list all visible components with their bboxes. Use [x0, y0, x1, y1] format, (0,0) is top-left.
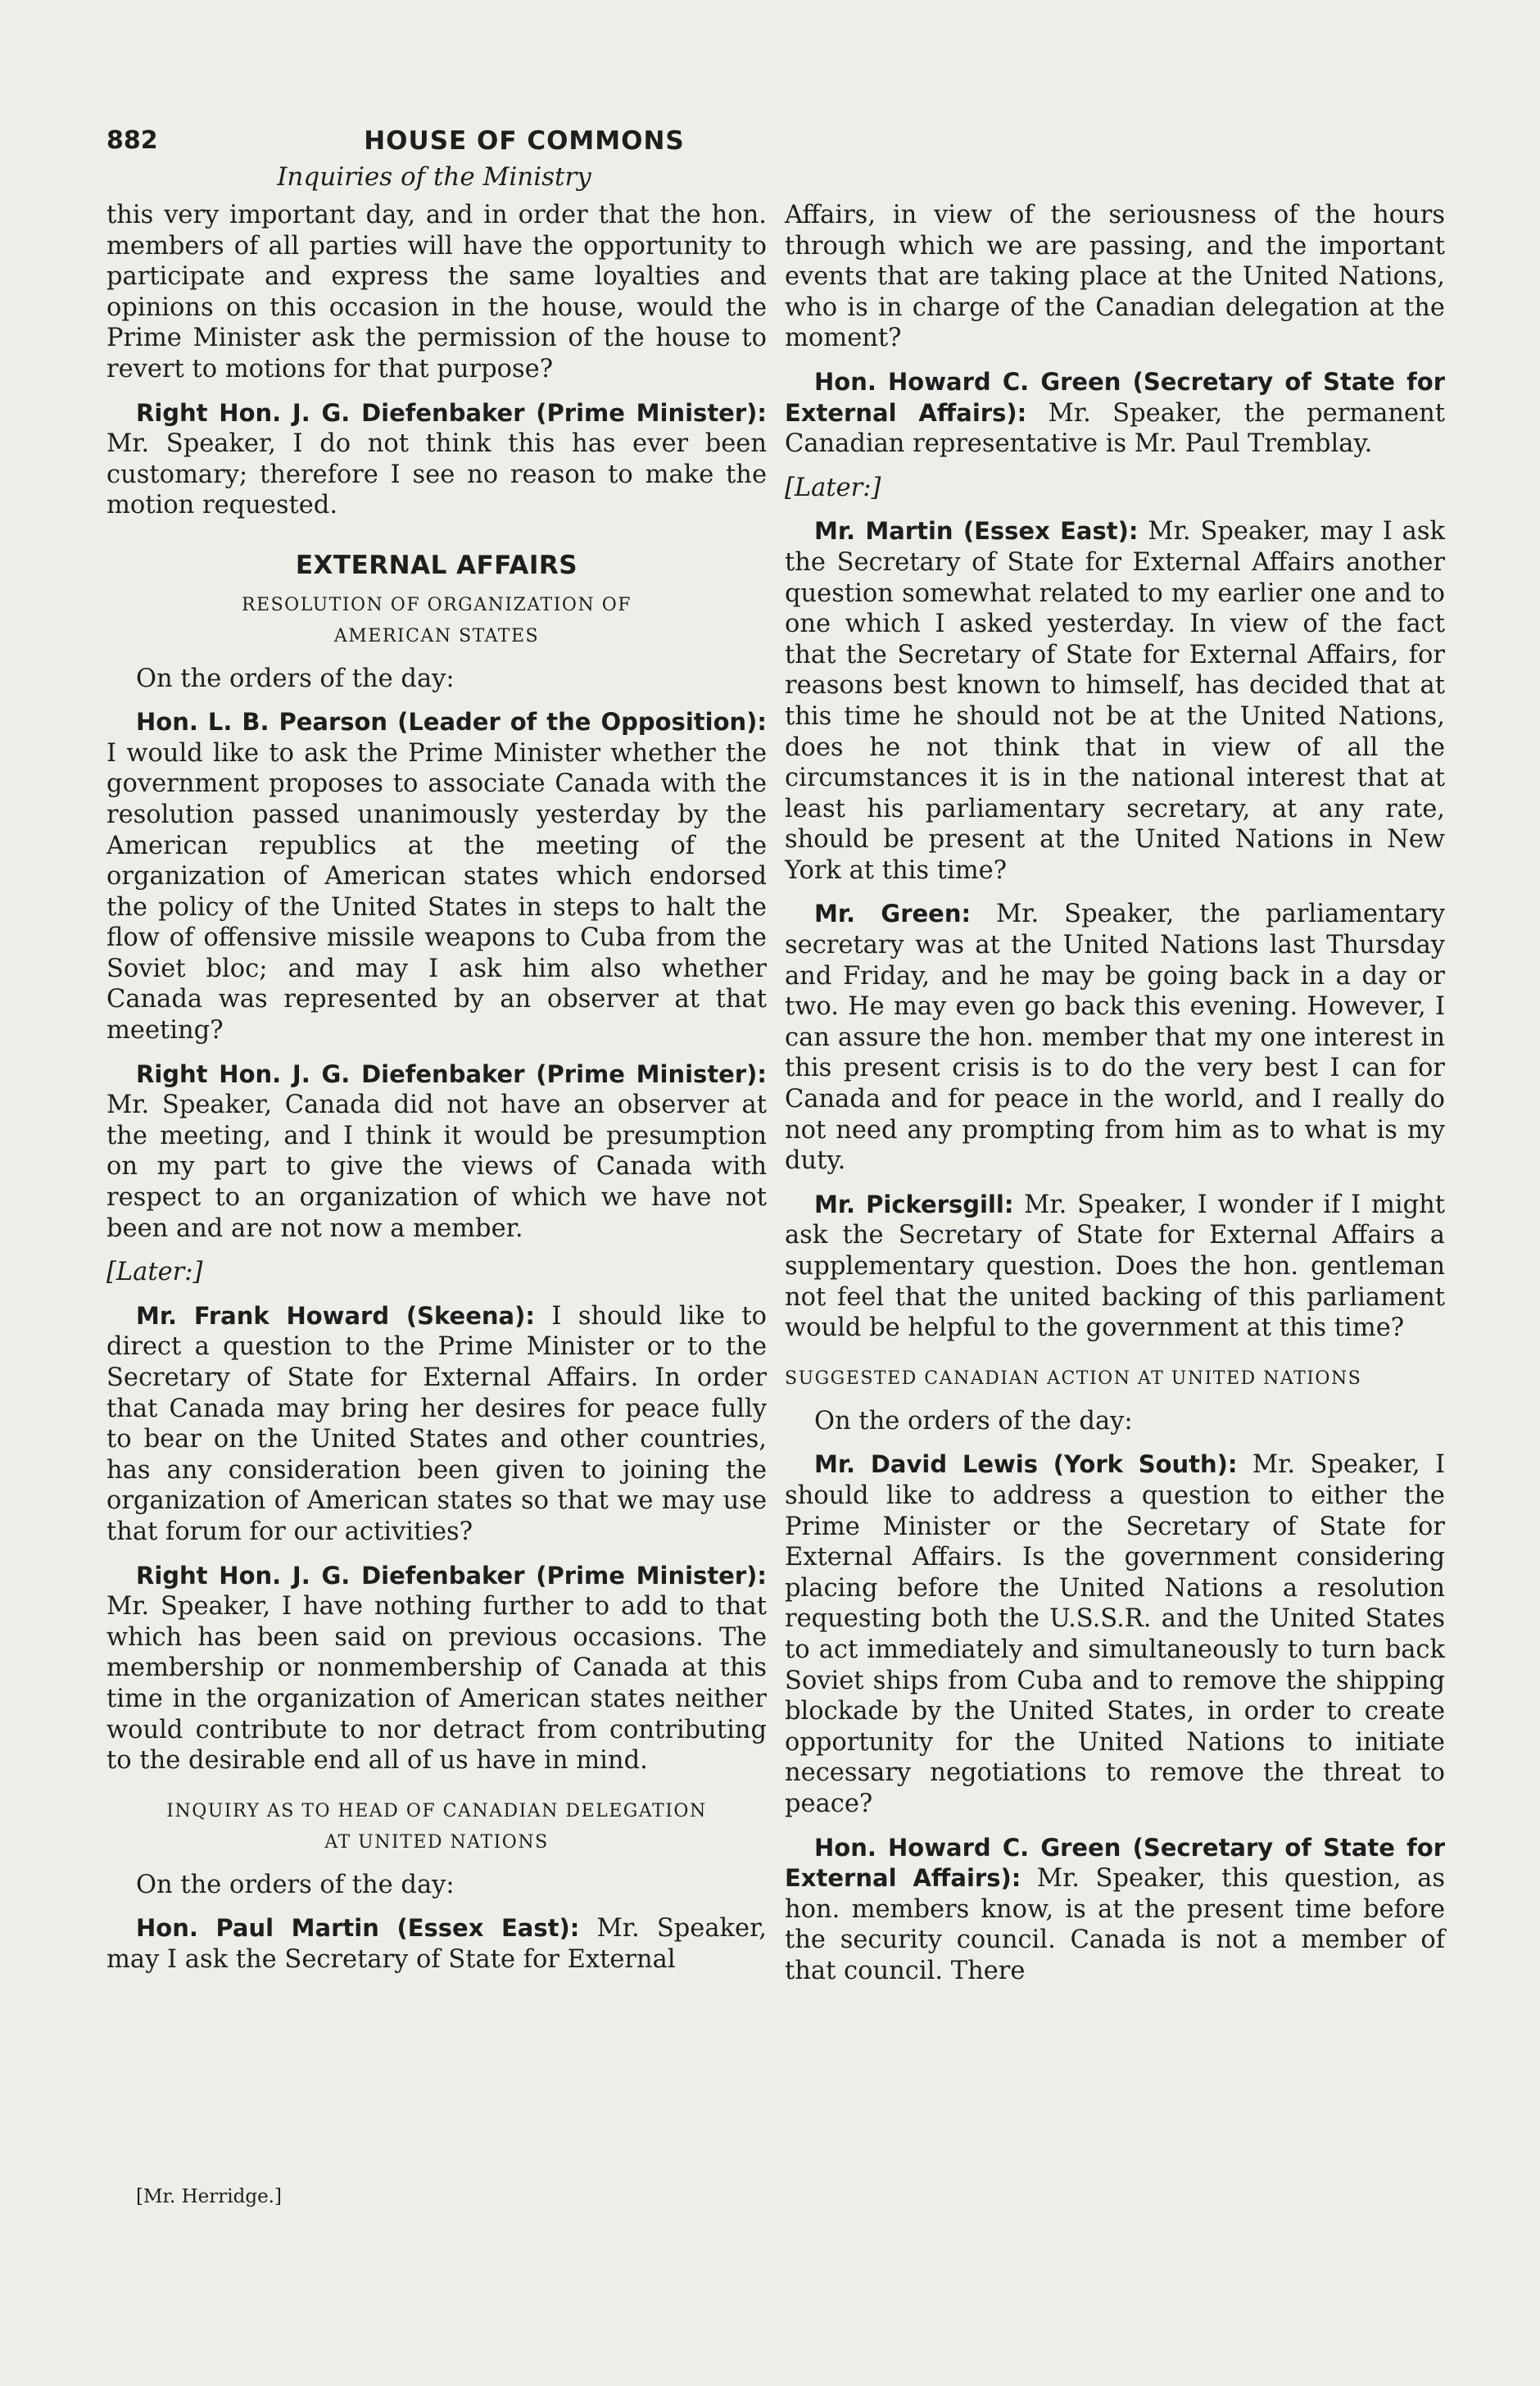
paragraph: [785, 516, 1445, 886]
speaker-name: Hon. L. B. Pearson (Leader of the Opposition):: [136, 708, 767, 737]
topic-line: RESOLUTION OF ORGANIZATION OF: [241, 594, 632, 615]
topic-line: AT UNITED NATIONS: [324, 1831, 549, 1853]
orders-of-the-day: On the orders of the day:: [814, 1406, 1133, 1436]
speaker-name: Right Hon. J. G. Diefenbaker (Prime Minister):: [136, 398, 767, 427]
speech-text: Mr. Speaker, Canada did not have an observer at the meeting, and I think it would be presumption on my part to give the views of Canada with respect to an organization of which we have not been and are not now a member.: [106, 1091, 767, 1243]
speaker-name: Mr. Martin (Essex East):: [814, 517, 1139, 546]
speech-text: I would like to ask the Prime Minister whether the government proposes to associate Canada with the resolution passed unanimously yesterday by the American republics at the meeting of the organization of American states which endorsed the policy of the United States in steps to halt the flow of offensive missile weapons to Cuba from the Soviet bloc; and may I ask him also whether Canada was represented by an observer at that meeting?: [106, 738, 767, 1046]
paragraph: [785, 1190, 1445, 1344]
page-number: 882: [106, 126, 158, 155]
speaker-name: Mr. Frank Howard (Skeena):: [136, 1301, 535, 1330]
speaker-name: Hon. Howard C. Green (Secretary of State for External Affairs):: [785, 1833, 1445, 1893]
speech-text: Mr. Speaker, may I ask the Secretary of State for External Affairs another question somewhat related to my earlier one and to one which I asked yesterday. In view of the fact that the Secretary of State for External Affairs, for reasons best known to himself, has decided that at this time he should not be at the United Nations, does he not think that in view of all the circumstances it is in the national interest that at least his parliamentary secretary, at any rate, should be present at the United Nations in New York at this time?: [785, 517, 1445, 885]
topic-subheading: [106, 1796, 767, 1858]
right-column: [785, 200, 1445, 1999]
speech-text: Mr. Speaker, the permanent Canadian representative is Mr. Paul Tremblay.: [785, 398, 1445, 459]
speaker-name: Mr. Green:: [814, 900, 972, 928]
speech-text: I should like to direct a question to the Prime Minister or to the Secretary of State for External Affairs. In order that Canada may bring her desires for peace fully to bear on the United States and other countries, has any consideration been given to joining the organization of American states so that we may use that forum for our activities?: [106, 1301, 767, 1546]
speaker-name: Hon. Howard C. Green (Secretary of State for External Affairs):: [785, 367, 1445, 427]
later-marker: [Later:]: [106, 1258, 203, 1287]
paragraph: [106, 398, 767, 521]
topic-line: INQUIRY AS TO HEAD OF CANADIAN DELEGATION: [166, 1800, 707, 1821]
paragraph: Affairs, in view of the seriousness of the hours through which we are passing, and the important events that are taking place at the United Nations, who is in charge of the Canadian delegation at the moment?: [785, 201, 1445, 353]
paragraph: [106, 1561, 767, 1776]
speech-text: Mr. Speaker, I have nothing further to add to that which has been said on previous occasions. The membership or nonmembership of Canada at this time in the organization of American states neither would contribute to nor detract from contributing to the desirable end all of us have in mind.: [106, 1592, 767, 1776]
speech-text: Mr. Speaker, this question, as hon. members know, is at the present time before the security council. Canada is not a member of that council. There: [785, 1864, 1445, 1985]
speaker-name: Right Hon. J. G. Diefenbaker (Prime Minister):: [136, 1059, 767, 1088]
speaker-name: Hon. Paul Martin (Essex East):: [136, 1914, 580, 1943]
topic-subheading: SUGGESTED CANADIAN ACTION AT UNITED NATIONS: [785, 1368, 1362, 1389]
running-head: HOUSE OF COMMONS: [364, 126, 685, 156]
speaker-name: Mr. Pickersgill:: [814, 1190, 1014, 1218]
later-marker: [Later:]: [785, 473, 881, 502]
section-heading: EXTERNAL AFFAIRS: [295, 550, 578, 580]
orders-of-the-day: On the orders of the day:: [136, 1870, 455, 1899]
orders-of-the-day: On the orders of the day:: [136, 664, 455, 693]
paragraph: this very important day, and in order that the hon. members of all parties will have the opportunity to participate and express the same loyalties and opinions on this occasion in the house, would the Prime Minister ask the permission of the house to revert to motions for that purpose?: [106, 201, 767, 383]
speech-text: Mr. Speaker, I do not think this has ever been customary; therefore I see no reason to make the motion requested.: [106, 429, 767, 520]
speaker-name: Mr. David Lewis (York South):: [814, 1450, 1238, 1479]
topic-line: AMERICAN STATES: [333, 625, 540, 646]
speech-text: Mr. Speaker, I wonder if I might ask the Secretary of State for External Affairs a supplementary question. Does the hon. gentleman not feel that the united backing of this parliament would be helpful to the government at this time?: [785, 1190, 1445, 1343]
page-header: [106, 126, 942, 167]
speech-text: Mr. Speaker, I should like to address a question to either the Prime Minister or the Secretary of State for External Affairs. Is the government considering placing before the United Nations a resolution requesting both the U.S.S.R. and the United States to act immediately and simultaneously to turn back Soviet ships from Cuba and to remove the shipping blockade by the United States, in order to create opportunity for the United Nations to initiate necessary negotiations to remove the threat to peace?: [785, 1450, 1445, 1818]
paragraph: [785, 1833, 1445, 1987]
paragraph: [106, 1301, 767, 1548]
paragraph: [785, 1449, 1445, 1819]
paragraph: [106, 707, 767, 1046]
left-column: [106, 200, 767, 1989]
page-footer: [Mr. Herridge.]: [136, 2186, 282, 2207]
paragraph: [106, 1059, 767, 1245]
paragraph: [785, 899, 1445, 1176]
speech-text: Mr. Speaker, may I ask the Secretary of State for External: [106, 1914, 768, 1974]
paragraph: [106, 1913, 767, 1975]
speaker-name: Right Hon. J. G. Diefenbaker (Prime Minister):: [136, 1561, 767, 1590]
section-subhead: Inquiries of the Ministry: [277, 162, 591, 192]
topic-subheading: [106, 590, 767, 652]
speech-text: Mr. Speaker, the parliamentary secretary was at the United Nations last Thursday and Friday, and he may be going back in a day or two. He may even go back this evening. However, I can assure the hon. member that my one interest in this present crisis is to do the very best I can for Canada and for peace in the world, and I really do not need any prompting from him as to what is my duty.: [785, 900, 1445, 1176]
paragraph: [785, 367, 1445, 460]
